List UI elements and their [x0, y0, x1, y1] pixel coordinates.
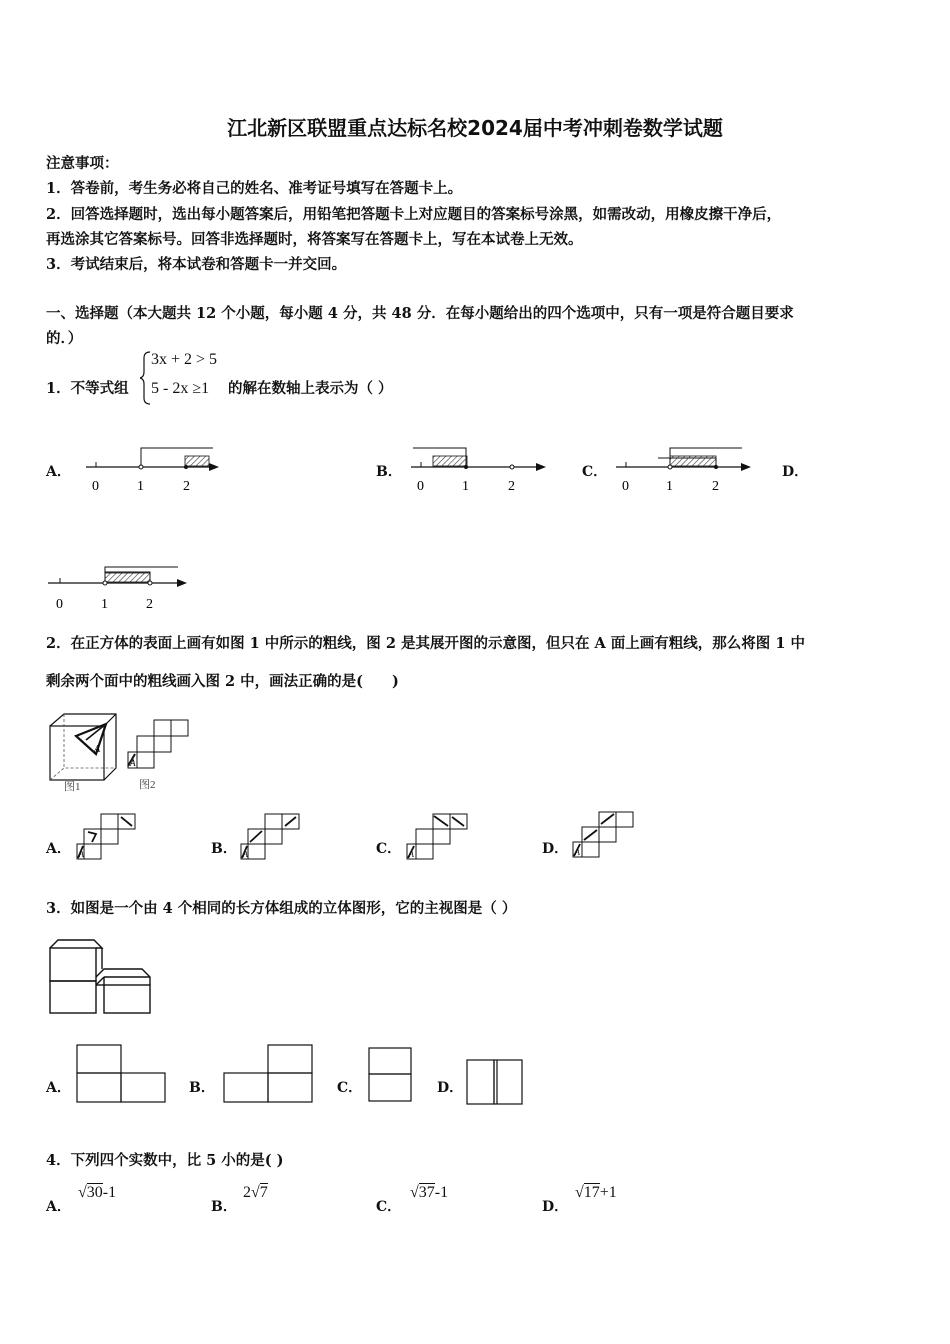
- radicand: 37: [418, 1184, 435, 1201]
- tick-label: 1: [101, 597, 108, 612]
- q1-option-b-label[interactable]: B．: [376, 464, 402, 480]
- q1-option-a-numberline[interactable]: [80, 440, 230, 498]
- q1-inequality-1: 3x + 2 > 5: [151, 351, 218, 368]
- q4-option-d-label[interactable]: D．: [542, 1199, 569, 1215]
- q1-option-b-numberline[interactable]: [405, 440, 555, 498]
- q2-option-b-label[interactable]: B．: [211, 841, 237, 857]
- tail: -1: [102, 1184, 117, 1201]
- tick-label: 0: [622, 479, 629, 494]
- q2-option-d-label[interactable]: D．: [542, 841, 569, 857]
- q3-option-d-view[interactable]: [464, 1057, 526, 1109]
- radicand: 30: [86, 1184, 103, 1201]
- figure-caption: 图2: [139, 779, 156, 791]
- tail: +1: [599, 1184, 617, 1201]
- q4-option-a-label[interactable]: A．: [46, 1199, 71, 1215]
- q3-solid-figure: [46, 936, 156, 1020]
- q2-text-line2: 剩余两个面中的粗线画入图 2 中，画法正确的是( ): [46, 673, 399, 690]
- q4-option-a-value[interactable]: [78, 1184, 116, 1202]
- sqrt-icon: √: [410, 1184, 419, 1201]
- figure-caption: 图1: [64, 781, 81, 792]
- q1-option-c-numberline[interactable]: [610, 440, 760, 498]
- q3-option-c-view[interactable]: [366, 1045, 416, 1105]
- q3-option-c-label[interactable]: C．: [337, 1080, 363, 1096]
- sqrt-icon: √: [78, 1184, 87, 1201]
- sqrt-icon: √: [251, 1184, 260, 1201]
- q1-inequality-2: 5 - 2x ≥1: [151, 380, 210, 397]
- face-label: A: [79, 850, 84, 859]
- tick-label: 0: [92, 479, 99, 494]
- q2-option-d-net[interactable]: [570, 810, 638, 860]
- notice-item: 1．答卷前，考生务必将自己的姓名、准考证号填写在答题卡上。: [46, 180, 463, 197]
- q1-option-d-label[interactable]: D．: [782, 464, 809, 480]
- q1-suffix: 的解在数轴上表示为（ ）: [228, 380, 393, 397]
- q1-prefix: 1．不等式组: [46, 380, 129, 397]
- section-heading: 一、选择题（本大题共 12 个小题，每小题 4 分，共 48 分．在每小题给出的四个选项中，只有一项是符合题目要求: [46, 305, 794, 322]
- radicand: 7: [259, 1184, 268, 1201]
- tick-label: 1: [137, 479, 144, 494]
- face-label: A: [94, 744, 101, 755]
- q1-option-a-label[interactable]: A．: [46, 464, 71, 480]
- tick-label: 1: [462, 479, 469, 494]
- radicand: 17: [583, 1184, 600, 1201]
- q3-option-b-view[interactable]: [220, 1042, 316, 1106]
- q4-option-d-value[interactable]: [575, 1184, 617, 1202]
- q3-option-a-view[interactable]: [74, 1042, 170, 1106]
- tick-label: 2: [146, 597, 153, 612]
- q2-option-c-label[interactable]: C．: [376, 841, 402, 857]
- tick-label: 1: [666, 479, 673, 494]
- tick-label: 0: [56, 597, 63, 612]
- q3-text: 3．如图是一个由 4 个相同的长方体组成的立体图形，它的主视图是（ ）: [46, 900, 517, 917]
- q1-option-c-label[interactable]: C．: [582, 464, 608, 480]
- section-heading-cont: 的．）: [46, 330, 83, 347]
- q2-option-c-net[interactable]: [404, 812, 472, 862]
- q2-option-a-net[interactable]: [74, 812, 138, 862]
- tick-label: 2: [183, 479, 190, 494]
- q4-option-b-label[interactable]: B．: [211, 1199, 237, 1215]
- face-label: A: [409, 850, 414, 859]
- tick-label: 2: [712, 479, 719, 494]
- tail: -1: [434, 1184, 449, 1201]
- notice-item: 2．回答选择题时，选出每小题答案后，用铅笔把答题卡上对应题目的答案标号涂黑，如需改动，用橡皮擦干净后，: [46, 206, 782, 223]
- q4-option-c-value[interactable]: [410, 1184, 448, 1202]
- notice-item: 3．考试结束后，将本试卷和答题卡一并交回。: [46, 256, 347, 273]
- q2-text-line1: 2．在正方体的表面上画有如图 1 中所示的粗线，图 2 是其展开图的示意图，但只在 A 面上画有粗线，那么将图 1 中: [46, 635, 805, 652]
- q2-option-a-label[interactable]: A．: [46, 841, 71, 857]
- q4-text: 4．下列四个实数中，比 5 小的是( ): [46, 1152, 284, 1169]
- face-label: A: [130, 758, 136, 768]
- face-label: A: [243, 850, 248, 859]
- coefficient: 2: [243, 1184, 251, 1201]
- tick-label: 2: [508, 479, 515, 494]
- q3-option-d-label[interactable]: D．: [437, 1080, 464, 1096]
- q2-option-b-net[interactable]: [238, 812, 302, 862]
- q3-option-a-label[interactable]: A．: [46, 1080, 71, 1096]
- notice-heading: 注意事项：: [46, 155, 119, 172]
- q3-option-b-label[interactable]: B．: [189, 1080, 215, 1096]
- q4-option-c-label[interactable]: C．: [376, 1199, 402, 1215]
- q2-figure1-cube: [46, 710, 121, 792]
- notice-item: 再选涂其它答案标号。回答非选择题时，将答案写在答题卡上，写在本试卷上无效。: [46, 231, 583, 248]
- q2-figure2-net: [125, 718, 195, 792]
- q4-option-b-value[interactable]: [243, 1184, 268, 1202]
- q1-option-d-numberline[interactable]: [44, 560, 194, 618]
- sqrt-icon: √: [575, 1184, 584, 1201]
- tick-label: 0: [417, 479, 424, 494]
- page-title: 江北新区联盟重点达标名校2024届中考冲刺卷数学试题: [227, 116, 723, 140]
- face-label: A: [575, 848, 580, 857]
